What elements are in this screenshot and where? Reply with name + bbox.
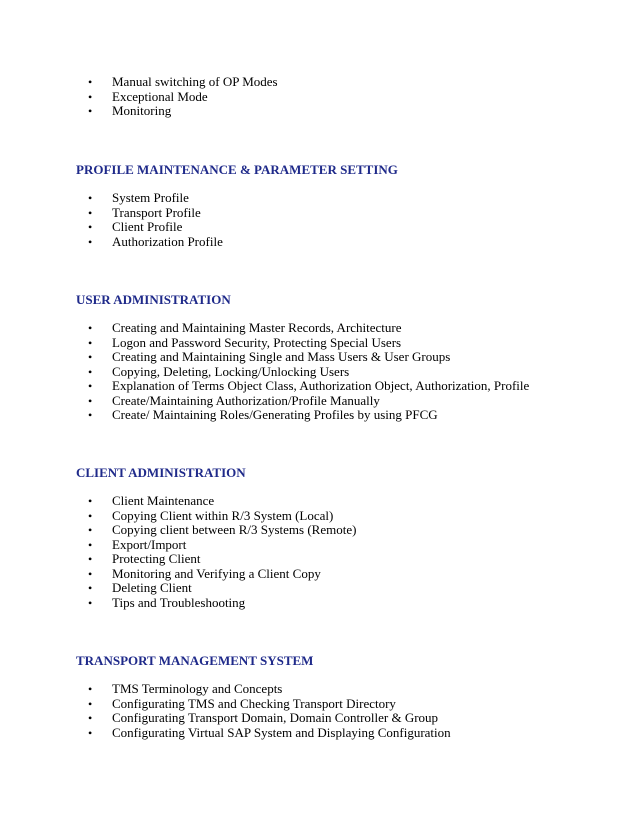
bullet-icon: •: [88, 566, 93, 581]
list-item: [88, 726, 451, 741]
list-item: [88, 350, 529, 365]
section-heading-transport-management: TRANSPORT MANAGEMENT SYSTEM: [76, 653, 314, 668]
list-item: [88, 394, 529, 409]
bullet-icon: •: [88, 696, 93, 711]
bullet-icon: •: [88, 393, 93, 408]
list-item-text: Authorization Profile: [112, 233, 223, 249]
list-item: [88, 509, 356, 524]
list-item-text: Creating and Maintaining Single and Mass Users & User Groups: [112, 349, 451, 364]
bullet-icon: •: [88, 494, 93, 508]
list-item: [88, 494, 356, 509]
tms-bullet-list: [88, 682, 451, 740]
bullet-icon: •: [88, 711, 93, 725]
profile-bullet-list: [88, 191, 223, 249]
list-item-text: Monitoring and Verifying a Client Copy: [112, 565, 321, 581]
bullet-icon: •: [88, 552, 93, 566]
user-admin-bullet-list: [88, 321, 529, 423]
list-item-text: Create/Maintaining Authorization/Profile Manually: [112, 392, 380, 408]
bullet-icon: •: [88, 364, 93, 379]
list-item-text: Copying Client within R/3 System (Local): [112, 507, 334, 523]
list-item: [88, 682, 451, 697]
list-item: [88, 75, 278, 90]
list-item-text: Export/Import: [112, 536, 187, 552]
bullet-icon: •: [88, 321, 93, 335]
list-item: [88, 596, 356, 611]
list-item-text: Tips and Troubleshooting: [112, 594, 246, 610]
list-item-text: Deleting Client: [112, 580, 192, 595]
section-heading-user-administration: USER ADMINISTRATION: [76, 292, 231, 307]
bullet-icon: •: [88, 725, 93, 740]
list-item: [88, 220, 223, 235]
list-item: [88, 379, 529, 394]
list-item: [88, 206, 223, 221]
bullet-icon: •: [88, 191, 93, 205]
list-item-text: Logon and Password Security, Protecting Special Users: [112, 334, 402, 350]
bullet-icon: •: [88, 234, 93, 249]
list-item: [88, 581, 356, 596]
bullet-icon: •: [88, 537, 93, 552]
list-item-text: Configurating Transport Domain, Domain Controller & Group: [112, 710, 439, 725]
bullet-icon: •: [88, 205, 93, 220]
list-item-text: Manual switching of OP Modes: [112, 74, 278, 89]
list-item-text: TMS Terminology and Concepts: [112, 681, 283, 696]
list-item-text: Copying, Deleting, Locking/Unlocking Users: [112, 363, 350, 379]
list-item-text: Copying client between R/3 Systems (Remote): [112, 522, 357, 537]
list-item: [88, 697, 451, 712]
list-item-text: Configurating Virtual SAP System and Displaying Configuration: [112, 724, 451, 740]
list-item-text: Create/ Maintaining Roles/Generating Profiles by using PFCG: [112, 407, 438, 422]
list-item: [88, 104, 278, 119]
list-item: [88, 235, 223, 250]
intro-bullet-list: [88, 75, 278, 119]
list-item-text: Client Maintenance: [112, 493, 215, 508]
list-item-text: Transport Profile: [112, 204, 201, 220]
bullet-icon: •: [88, 408, 93, 422]
bullet-icon: •: [88, 350, 93, 364]
bullet-icon: •: [88, 89, 93, 104]
bullet-icon: •: [88, 104, 93, 118]
list-item: [88, 567, 356, 582]
section-heading-client-administration: CLIENT ADMINISTRATION: [76, 465, 246, 480]
bullet-icon: •: [88, 581, 93, 595]
bullet-icon: •: [88, 220, 93, 234]
list-item: [88, 191, 223, 206]
list-item: [88, 90, 278, 105]
list-item: [88, 365, 529, 380]
list-item-text: Client Profile: [112, 219, 183, 234]
client-admin-bullet-list: [88, 494, 356, 610]
section-heading-profile-maintenance: PROFILE MAINTENANCE & PARAMETER SETTING: [76, 162, 398, 177]
list-item-text: Explanation of Terms Object Class, Authorization Object, Authorization, Profile: [112, 378, 530, 393]
bullet-icon: •: [88, 379, 93, 393]
bullet-icon: •: [88, 335, 93, 350]
list-item: [88, 523, 356, 538]
list-item: [88, 552, 356, 567]
list-item: [88, 711, 451, 726]
list-item: [88, 321, 529, 336]
list-item-text: Exceptional Mode: [112, 88, 208, 104]
bullet-icon: •: [88, 508, 93, 523]
list-item-text: Configurating TMS and Checking Transport Directory: [112, 695, 396, 711]
bullet-icon: •: [88, 595, 93, 610]
bullet-icon: •: [88, 682, 93, 696]
list-item-text: Monitoring: [112, 103, 172, 118]
list-item-text: Protecting Client: [112, 551, 201, 566]
bullet-icon: •: [88, 523, 93, 537]
list-item: [88, 538, 356, 553]
list-item: [88, 408, 529, 423]
list-item-text: System Profile: [112, 190, 189, 205]
list-item-text: Creating and Maintaining Master Records, Architecture: [112, 320, 402, 335]
list-item: [88, 336, 529, 351]
bullet-icon: •: [88, 75, 93, 89]
